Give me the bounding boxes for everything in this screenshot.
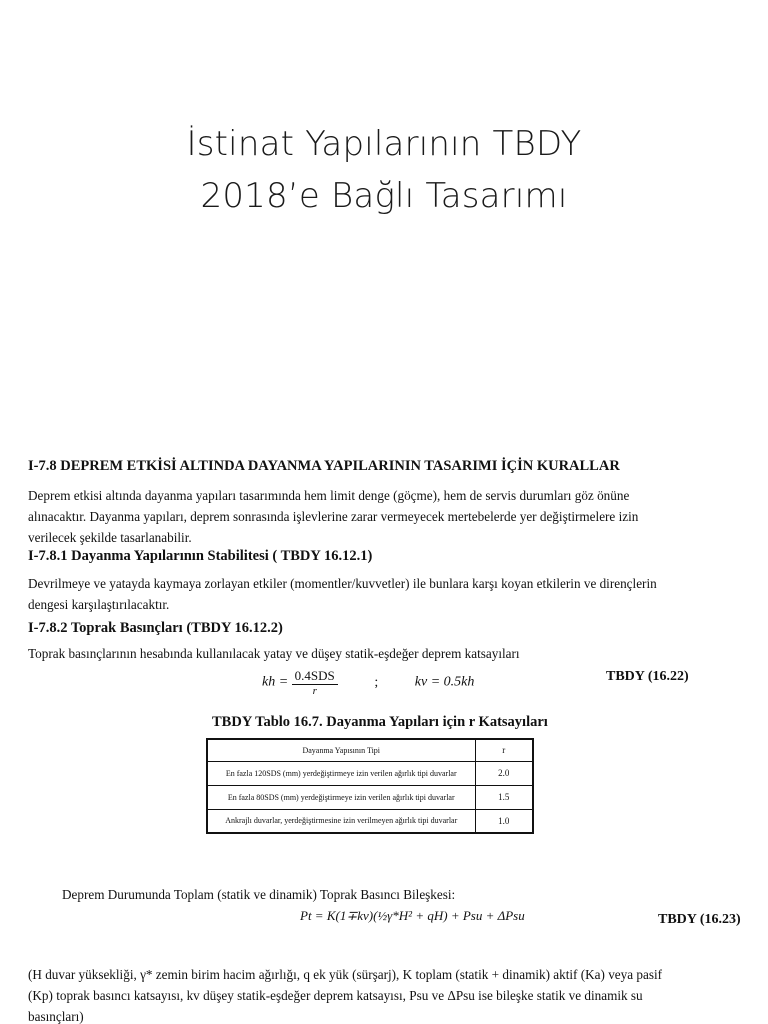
paragraph-total-pressure: Deprem Durumunda Toplam (statik ve dinamik) Toprak Basıncı Bileşkesi: <box>62 887 456 902</box>
table-header-cell: Dayanma Yapısının Tipi <box>207 739 475 761</box>
section-heading-stability: I-7.8.1 Dayanma Yapılarının Stabilitesi ( TBDY 16.12.1) <box>28 548 373 564</box>
equation-total-earth-pressure: Pt = K(1∓kv)(½γ*H² + qH) + Psu + ΔPsu <box>300 908 525 923</box>
equation-separator: ; <box>374 674 379 690</box>
slide-title-line-2: 2018’e Bağlı Tasarımı <box>200 176 568 216</box>
paragraph-line: basınçları) <box>28 1009 84 1024</box>
equation-fraction <box>292 668 338 697</box>
table-cell: 2.0 <box>475 761 533 785</box>
fraction-numerator: 0.4SDS <box>292 668 338 685</box>
paragraph-line: Devrilmeye ve yatayda kaymaya zorlayan etkiler (momentler/kuvvetler) ile bunlara karşı koyan etkilerin ve dirençlerin <box>28 576 657 591</box>
table-cell: 1.5 <box>475 785 533 809</box>
r-coefficient-table <box>206 738 534 834</box>
reference-tbdy-16-23: TBDY (16.23) <box>658 912 741 927</box>
slide-title-line-1: İstinat Yapılarının TBDY <box>186 124 582 164</box>
table-cell: Ankrajlı duvarlar, yerdeğiştirmesine izin verilmeyen ağırlık tipi duvarlar <box>207 809 475 833</box>
paragraph-coefficients: Toprak basınçlarının hesabında kullanılacak yatay ve düşey statik-eşdeğer deprem katsayıları <box>28 646 520 661</box>
reference-tbdy-16-22: TBDY (16.22) <box>606 669 689 684</box>
section-heading-main: I-7.8 DEPREM ETKİSİ ALTINDA DAYANMA YAPILARININ TASARIMI İÇİN KURALLAR <box>28 458 620 474</box>
table-caption: TBDY Tablo 16.7. Dayanma Yapıları için r Katsayıları <box>212 714 548 730</box>
slide-title <box>0 118 768 222</box>
table-row <box>207 785 533 809</box>
table-row <box>207 761 533 785</box>
table-row <box>207 809 533 833</box>
paragraph-line: alınacaktır. Dayanma yapıları, deprem sonrasında işlevlerine zarar vermeyecek mertebelerde yer değiştirmelere izin <box>28 509 639 524</box>
paragraph-stability <box>28 573 744 615</box>
table-header-row <box>207 739 533 761</box>
paragraph-limit-state <box>28 485 744 548</box>
paragraph-variable-definitions <box>28 964 744 1024</box>
section-heading-earth-pressure: I-7.8.2 Toprak Basınçları (TBDY 16.12.2) <box>28 620 283 636</box>
equation-kv: kv = 0.5kh <box>414 674 475 690</box>
paragraph-line: (Kp) toprak basıncı katsayısı, kv düşey statik-eşdeğer deprem katsayısı, Psu ve ΔPsu ise bileşke statik ve dinamik su <box>28 988 643 1003</box>
table-header-cell: r <box>475 739 533 761</box>
table-cell: En fazla 120SDS (mm) yerdeğiştirmeye izin verilen ağırlık tipi duvarlar <box>207 761 475 785</box>
paragraph-line: Deprem etkisi altında dayanma yapıları tasarımında hem limit denge (göçme), hem de servis durumları göz önüne <box>28 488 630 503</box>
table-cell: En fazla 80SDS (mm) yerdeğiştirmeye izin verilen ağırlık tipi duvarlar <box>207 785 475 809</box>
paragraph-line: verilecek şekilde tasarlanabilir. <box>28 530 192 545</box>
fraction-denominator: r <box>312 685 317 697</box>
table-cell: 1.0 <box>475 809 533 833</box>
equation-seismic-coefficients <box>262 668 474 697</box>
equation-kh-lhs: kh = <box>262 674 289 690</box>
paragraph-line: (H duvar yüksekliği, γ* zemin birim hacim ağırlığı, q ek yük (sürşarj), K toplam (statik + dinamik) aktif (Ka) veya pasif <box>28 967 663 982</box>
paragraph-line: dengesi karşılaştırılacaktır. <box>28 597 170 612</box>
